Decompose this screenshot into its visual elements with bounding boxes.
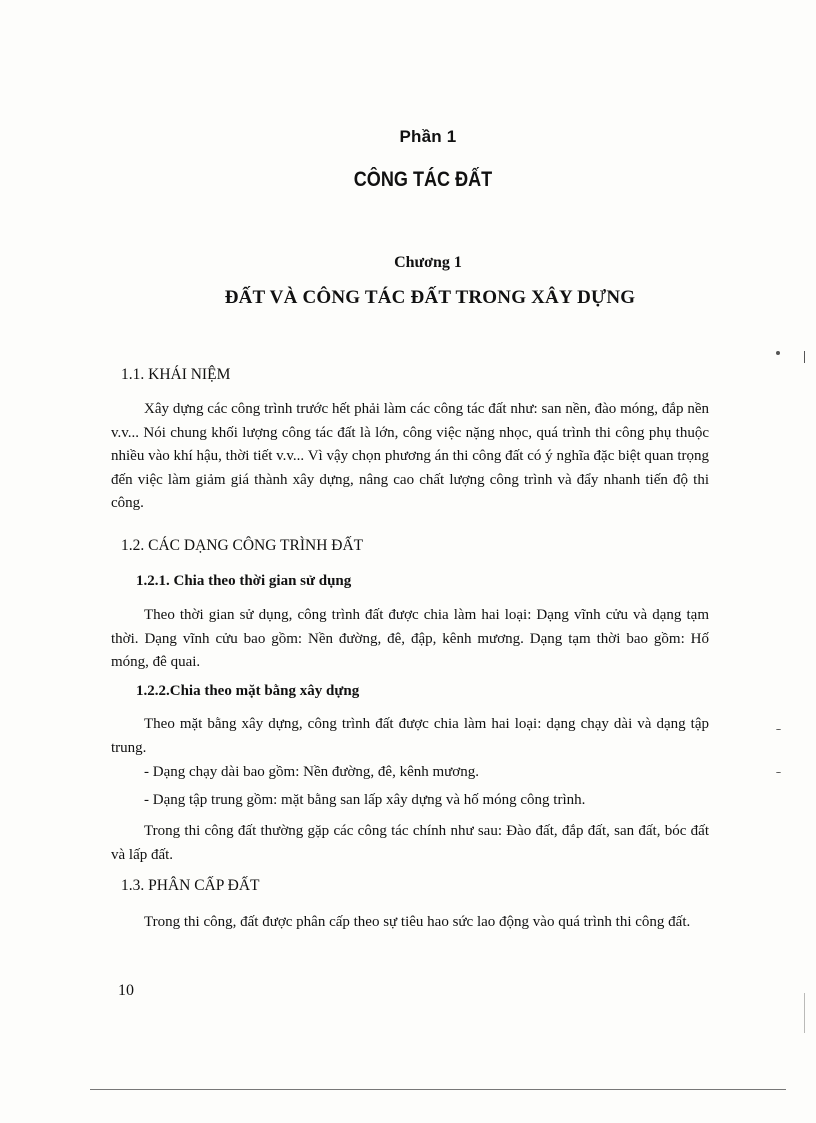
section-heading-1-3: 1.3. PHÂN CẤP ĐẤT [121, 877, 260, 894]
section-1-1-paragraph: Xây dựng các công trình trước hết phải làm các công tác đất như: san nền, đào móng, đắp nền v.v... Nói chung khối lượng công tác đất là lớn, công việc nặng nhọc, quá trình thi công phụ thuộc nhiều vào khí hậu, thời tiết v.v... Vì vậy chọn phương án thi công đất có ý nghĩa đặc biệt quan trọng đến việc làm giảm giá thành xây dựng, nâng cao chất lượng công trình và đẩy nhanh tiến độ thi công. [111, 401, 709, 511]
bottom-rule [90, 1089, 786, 1090]
part-label: Phần 1 [399, 127, 457, 146]
chapter-title: ĐẤT VÀ CÔNG TÁC ĐẤT TRONG XÂY DỰNG [224, 287, 636, 308]
section-heading-1-1: 1.1. KHÁI NIỆM [121, 366, 231, 383]
subsection-heading-1-2-2: 1.2.2.Chia theo mặt bằng xây dựng [136, 683, 360, 699]
subsection-1-2-2-paragraph: Theo mặt bằng xây dựng, công trình đất được chia làm hai loại: dạng chạy dài và dạng tập trung. [111, 716, 709, 756]
part-title: CÔNG TÁC ĐẤT [353, 168, 493, 191]
scan-speck [776, 351, 780, 355]
scan-speck [776, 772, 781, 773]
chapter-label: Chương 1 [394, 254, 462, 271]
scan-speck [804, 993, 805, 1033]
bullet-item: - Dạng chạy dài bao gồm: Nền đường, đê, kênh mương. [144, 764, 479, 780]
section-1-3-paragraph: Trong thi công, đất được phân cấp theo sự tiêu hao sức lao động vào quá trình thi công đất. [144, 914, 691, 930]
scan-speck [804, 351, 805, 363]
subsection-1-2-1-paragraph: Theo thời gian sử dụng, công trình đất được chia làm hai loại: Dạng vĩnh cửu và dạng tạm thời. Dạng vĩnh cửu bao gồm: Nền đường, đê, đập, kênh mương. Dạng tạm thời bao gồm: Hố móng, đê quai. [111, 607, 709, 670]
subsection-1-2-2-closing: Trong thi công đất thường gặp các công tác chính như sau: Đào đất, đắp đất, san đất, bóc đất và lấp đất. [111, 823, 709, 863]
scan-speck [776, 729, 781, 730]
subsection-heading-1-2-1: 1.2.1. Chia theo thời gian sử dụng [136, 573, 352, 589]
bullet-item: - Dạng tập trung gồm: mặt bằng san lấp xây dựng và hố móng công trình. [144, 792, 586, 808]
page-number: 10 [118, 982, 134, 999]
section-heading-1-2: 1.2. CÁC DẠNG CÔNG TRÌNH ĐẤT [121, 537, 364, 554]
